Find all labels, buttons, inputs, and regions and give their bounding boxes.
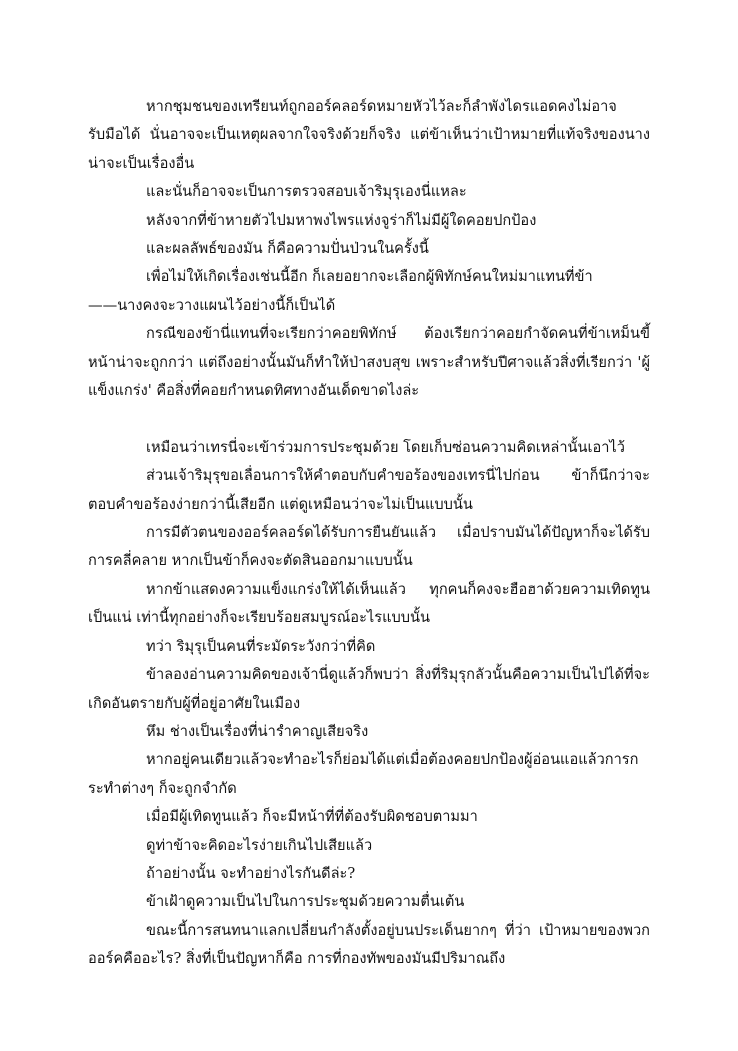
section-top — [88, 93, 650, 405]
paragraph: เหมือนว่าเทรนี่จะเข้าร่วมการประชุมด้วย โดยเก็บซ่อนความคิดเหล่านั้นเอาไว้ — [146, 438, 625, 456]
paragraph: หากอยู่คนเดียวแล้วจะทำอะไรก็ย่อมได้แต่เมื่อต้องคอยปกป้องผู้อ่อนแอแล้วการกระทำต่างๆ ก็จะถูกจำกัด — [88, 751, 639, 797]
paragraph: เมื่อมีผู้เทิดทูนแล้ว ก็จะมีหน้าที่ที่ต้องรับผิดชอบตามมา — [146, 808, 478, 826]
paragraph: ส่วนเจ้าริมุรุขอเลื่อนการให้คำตอบกับคำขอร้องของเทรนี่ไปก่อน ข้าก็นึกว่าจะตอบคำขอร้องง่ายกว่านี้เสียอีก แต่ดูเหมือนว่าจะไม่เป็นแบบนั้น — [88, 467, 650, 513]
paragraph: ข้าลองอ่านความคิดของเจ้านี่ดูแล้วก็พบว่า สิ่งที่ริมุรุกลัวนั้นคือความเป็นไปได้ที่จะเกิดอันตรายกับผู้ที่อยู่อาศัยในเมือง — [88, 666, 650, 712]
paragraph: และผลลัพธ์ของมัน ก็คือความปั่นป่วนในครั้งนี้ — [146, 240, 429, 258]
paragraph: และนั่นก็อาจจะเป็นการตรวจสอบเจ้าริมุรุเองนี่แหละ — [146, 183, 467, 201]
paragraph: ถ้าอย่างนั้น จะทำอย่างไรกันดีล่ะ? — [146, 864, 356, 882]
paragraph: ดูท่าข้าจะคิดอะไรง่ายเกินไปเสียแล้ว — [146, 836, 373, 854]
section-bottom — [88, 434, 650, 974]
paragraph: หากข้าแสดงความแข็งแกร่งให้ได้เห็นแล้ว ทุกคนก็คงจะฮือฮาด้วยความเทิดทูนเป็นแน่ เท่านี้ทุกอย่างก็จะเรียบร้อยสมบูรณ์อะไรแบบนั้น — [88, 580, 650, 627]
paragraph: หลังจากที่ข้าหายตัวไปมหาพงไพรแห่งจูร่าก็ไม่มีผู้ใดคอยปกป้อง — [146, 211, 537, 229]
paragraph: การมีตัวตนของออร์คลอร์ดได้รับการยืนยันแล้ว เมื่อปราบมันได้ปัญหาก็จะได้รับการคลี่คลาย หากเป็นข้าก็คงจะตัดสินออกมาแบบนั้น — [88, 524, 650, 570]
document-page — [88, 93, 650, 974]
paragraph: เพื่อไม่ให้เกิดเรื่องเช่นนี้อีก ก็เลยอยากจะเลือกผู้พิทักษ์คนใหม่มาแทนที่ข้า — [146, 268, 593, 286]
paragraph: หึม ช่างเป็นเรื่องที่น่ารำคาญเสียจริง — [146, 722, 369, 740]
paragraph: ——นางคงจะวางแผนไว้อย่างนี้ก็เป็นได้ — [88, 296, 336, 314]
paragraph: ทว่า ริมุรุเป็นคนที่ระมัดระวังกว่าที่คิด — [146, 637, 376, 655]
paragraph: ขณะนี้การสนทนาแลกเปลี่ยนกำลังตั้งอยู่บนประเด็นยากๆ ที่ว่า เป้าหมายของพวกออร์คคืออะไร? สิ่งที่เป็นปัญหาก็คือ การที่กองทัพของมันมีปริมาณถึง — [88, 921, 650, 968]
section-break — [88, 405, 650, 433]
paragraph: กรณีของข้านี่แทนที่จะเรียกว่าคอยพิทักษ์ ต้องเรียกว่าคอยกำจัดคนที่ข้าเหม็นขี้หน้าน่าจะถูกกว่า แต่ถึงอย่างนั้นมันก็ทำให้ป่าสงบสุข เพราะสำหรับปีศาจแล้วสิ่งที่เรียกว่า 'ผู้แข็งแกร่ง' คือสิ่งที่คอยกำหนดทิศทางอันเด็ดขาดไงล่ะ — [88, 325, 650, 400]
paragraph: หากชุมชนของเทรียนท์ถูกออร์คลอร์ดหมายหัวไว้ละก็ลำพังไดรแอดคงไม่อาจรับมือได้ นั่นอาจจะเป็นเหตุผลจากใจจริงด้วยก็จริง แต่ข้าเห็นว่าเป้าหมายที่แท้จริงของนางน่าจะเป็นเรื่องอื่น — [88, 98, 650, 172]
paragraph: ข้าเฝ้าดูความเป็นไปในการประชุมด้วยความตื่นเต้น — [146, 893, 465, 911]
